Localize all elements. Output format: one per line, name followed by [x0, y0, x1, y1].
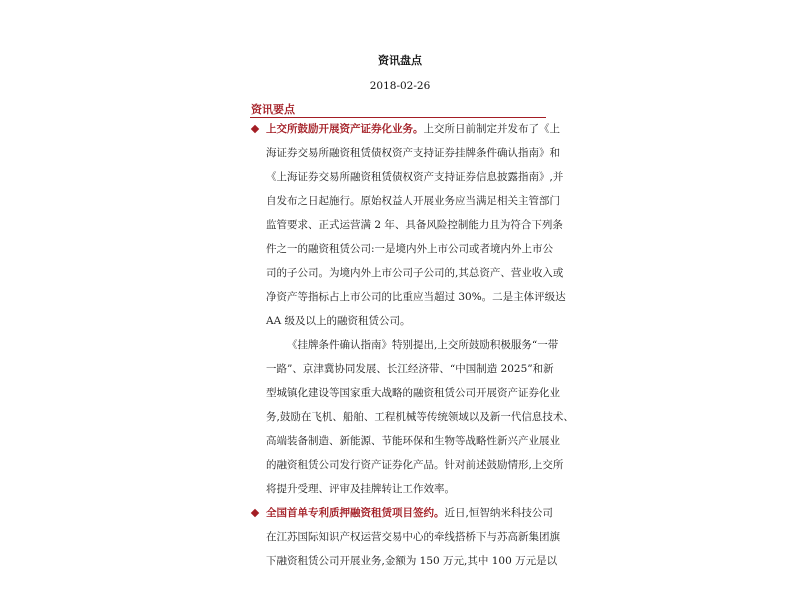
item-line: 净资产等指标占上市公司的比重应当超过 30%。二是主体评级达: [266, 291, 566, 303]
item-line: 的融资租赁公司发行资产证券化产品。针对前述鼓励情形,上交所: [266, 459, 564, 471]
item-line: AA 级及以上的融资租赁公司。: [266, 315, 411, 327]
item-headline: 上交所鼓励开展资产证券化业务。: [266, 123, 424, 135]
item-line: 型城镇化建设等国家重大战略的融资租赁公司开展资产证券化业: [266, 387, 560, 399]
item-line: 在江苏国际知识产权运营交易中心的牵线搭桥下与苏高新集团旗: [266, 531, 560, 543]
item-line: 务,鼓励在飞机、船舶、工程机械等传统领域以及新一代信息技术、: [266, 411, 574, 423]
report-date: 2018-02-26: [369, 80, 431, 92]
item-line: 自发布之日起施行。原始权益人开展业务应当满足相关主管部门: [266, 195, 560, 207]
item-line: 高端装备制造、新能源、节能环保和生物等战略性新兴产业展业: [266, 435, 560, 447]
item-text: 近日,恒智纳米科技公司: [444, 507, 553, 519]
section-title: 资讯要点: [251, 103, 295, 116]
item-headline: 全国首单专利质押融资租赁项目签约。: [266, 507, 445, 519]
item-line: 监管要求、正式运营满 2 年、具备风险控制能力且为符合下列条: [266, 219, 563, 231]
item-line: [266, 506, 553, 520]
diamond-bullet-icon: [251, 509, 259, 517]
item-line: 将提升受理、评审及挂牌转让工作效率。: [266, 483, 455, 495]
item-line: 海证券交易所融资租赁债权资产支持证券挂牌条件确认指南》和: [266, 147, 560, 159]
section-divider: [250, 117, 546, 118]
item-line: 一路”、京津冀协同发展、长江经济带、“中国制造 2025”和新: [266, 363, 554, 375]
item-line: 《挂牌条件确认指南》特别提出,上交所鼓励积极服务“一带: [287, 339, 559, 351]
page-title: 资讯盘点: [378, 54, 422, 67]
item-text: 上交所日前制定并发布了《上: [423, 123, 560, 135]
item-line: [266, 122, 560, 136]
item-line: 下融资租赁公司开展业务,金额为 150 万元,其中 100 万元是以: [266, 555, 558, 567]
item-line: 《上海证券交易所融资租赁债权资产支持证券信息披露指南》,并: [266, 171, 564, 183]
item-line: 司的子公司。为境内外上市公司子公司的,其总资产、营业收入或: [266, 267, 564, 279]
item-line: 件之一的融资租赁公司:一是境内外上市公司或者境内外上市公: [266, 243, 554, 255]
diamond-bullet-icon: [251, 125, 259, 133]
